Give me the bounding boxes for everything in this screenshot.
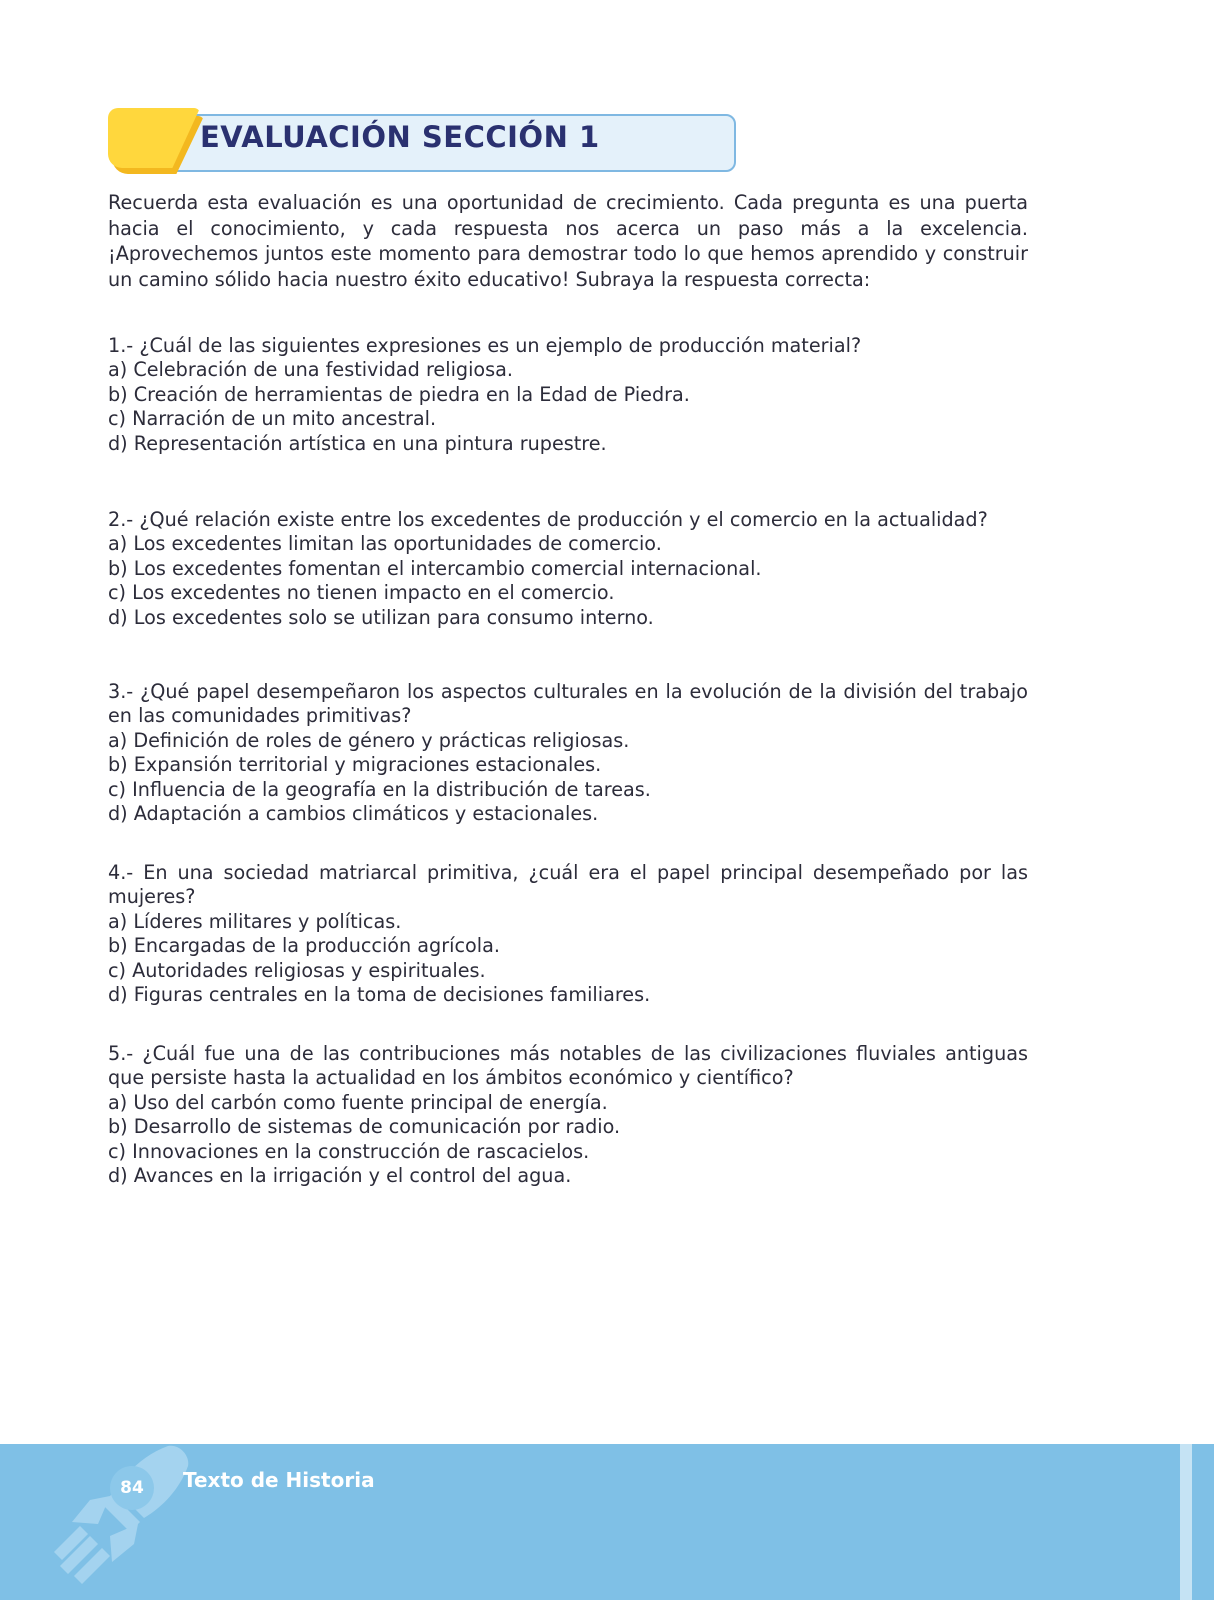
question-1	[108, 334, 1028, 456]
answer-option: b) Los excedentes fomentan el intercambio comercial internacional.	[108, 556, 762, 580]
answer-option: b) Desarrollo de sistemas de comunicación por radio.	[108, 1115, 621, 1139]
answer-option: b) Expansión territorial y migraciones estacionales.	[108, 753, 602, 777]
answer-option: a) Los excedentes limitan las oportunidades de comercio.	[108, 532, 662, 556]
section-header	[108, 108, 738, 172]
question-text: 1.- ¿Cuál de las siguientes expresiones es un ejemplo de producción material?	[108, 334, 862, 357]
rocket-icon	[50, 1444, 190, 1600]
question-3	[108, 680, 1028, 826]
answer-option: a) Celebración de una festividad religiosa.	[108, 358, 513, 382]
answer-option: a) Definición de roles de género y prácticas religiosas.	[108, 728, 630, 752]
question-text: 3.- ¿Qué papel desempeñaron los aspectos culturales en la evolución de la división del trabajo en las comunidades primitivas?	[108, 680, 1028, 728]
page-title: EVALUACIÓN SECCIÓN 1	[200, 120, 600, 154]
answer-option: c) Influencia de la geografía en la distribución de tareas.	[108, 777, 651, 801]
question-4	[108, 861, 1028, 1007]
answer-option: a) Uso del carbón como fuente principal de energía.	[108, 1090, 608, 1114]
footer-edge-strip	[1180, 1444, 1192, 1600]
answer-option: b) Encargadas de la producción agrícola.	[108, 934, 500, 958]
page-number: 84	[120, 1478, 144, 1498]
question-text: 4.- En una sociedad matriarcal primitiva, ¿cuál era el papel principal desempeñado por las mujeres?	[108, 861, 1028, 909]
answer-option: c) Autoridades religiosas y espirituales.	[108, 958, 486, 982]
answer-option: d) Representación artística en una pintura rupestre.	[108, 431, 607, 455]
answer-option: c) Innovaciones en la construcción de rascacielos.	[108, 1139, 590, 1163]
answer-option: a) Líderes militares y políticas.	[108, 909, 402, 933]
intro-paragraph: Recuerda esta evaluación es una oportunidad de crecimiento. Cada pregunta es una puerta hacia el conocimiento, y cada respuesta nos acerca un paso más a la excelencia. ¡Aprovechemos juntos este momento para demostrar todo lo que hemos aprendido y construir un camino sólido hacia nuestro éxito educativo! Subraya la respuesta correcta:	[108, 191, 1028, 291]
answer-option: b) Creación de herramientas de piedra en la Edad de Piedra.	[108, 382, 690, 406]
question-text: 5.- ¿Cuál fue una de las contribuciones más notables de las civilizaciones fluviales antiguas que persiste hasta la actualidad en los ámbitos económico y científico?	[108, 1042, 1028, 1090]
answer-option: d) Los excedentes solo se utilizan para consumo interno.	[108, 605, 654, 629]
answer-option: d) Figuras centrales en la toma de decisiones familiares.	[108, 983, 651, 1007]
question-text: 2.- ¿Qué relación existe entre los excedentes de producción y el comercio en la actualidad?	[108, 508, 988, 531]
question-5	[108, 1042, 1028, 1188]
question-2	[108, 508, 1028, 630]
answer-option: c) Los excedentes no tienen impacto en el comercio.	[108, 581, 615, 605]
answer-option: c) Narración de un mito ancestral.	[108, 407, 437, 431]
answer-option: d) Avances en la irrigación y el control del agua.	[108, 1164, 572, 1188]
answer-option: d) Adaptación a cambios climáticos y estacionales.	[108, 802, 599, 826]
book-title: Texto de Historia	[183, 1468, 375, 1492]
